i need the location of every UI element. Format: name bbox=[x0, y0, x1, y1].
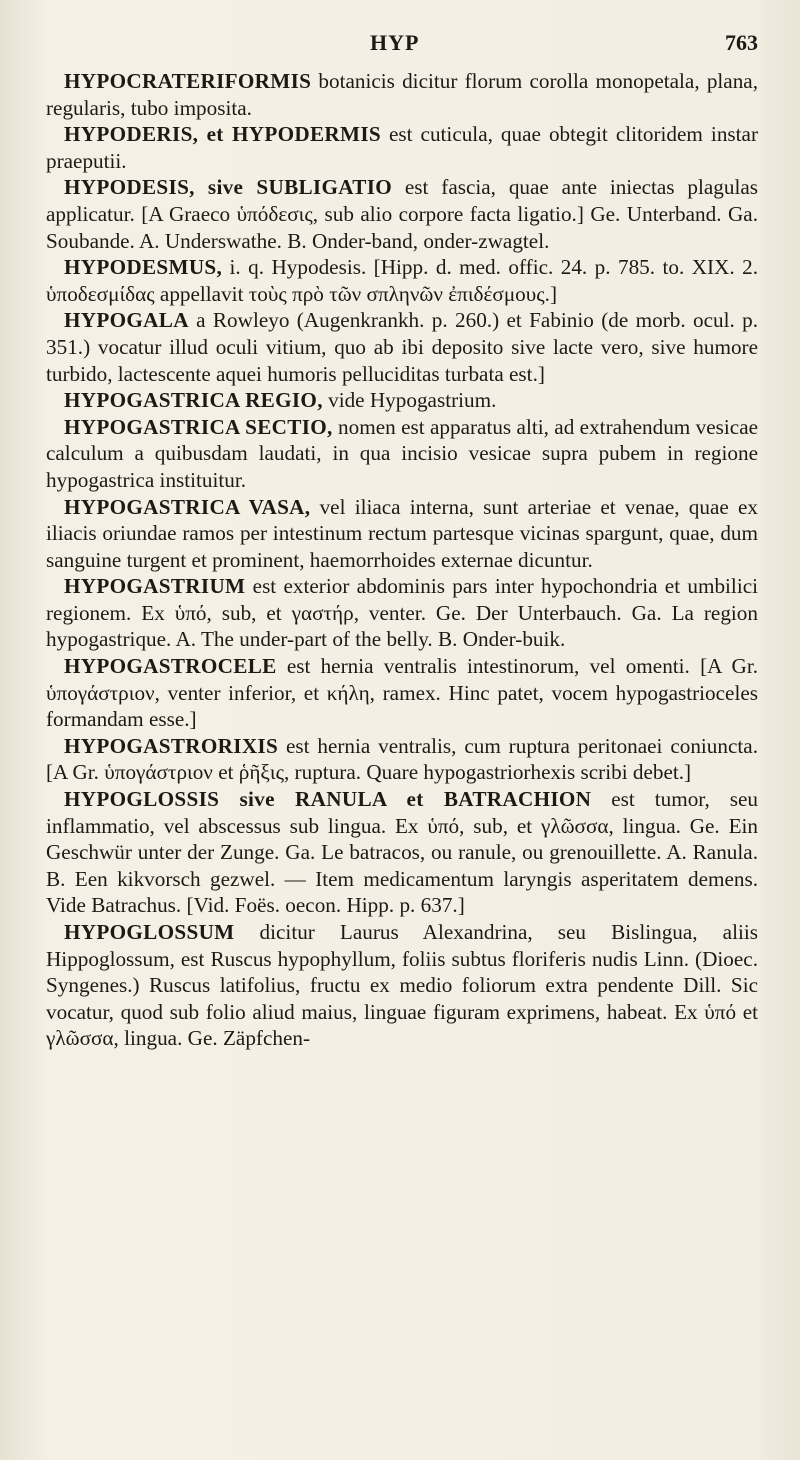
entry-text: vide Hypogastrium. bbox=[322, 388, 497, 413]
entry-text: est fascia, quae ante iniectas plagulas applicatur. [A Graeco ὑπόδεσις, sub alio corpore facta ligatio.] Ge. Unterband. Ga. Soubande. A. Underswathe. B. Onder-band, onder-zwagtel. bbox=[46, 175, 758, 253]
dictionary-entry bbox=[46, 174, 758, 254]
entry-headword: HYPODERIS, et HYPODERMIS bbox=[64, 122, 381, 147]
dictionary-entry bbox=[46, 121, 758, 174]
entry-headword: HYPOGASTRORIXIS bbox=[64, 733, 279, 758]
dictionary-entry bbox=[46, 919, 758, 1052]
dictionary-entry bbox=[46, 733, 758, 786]
entry-headword: HYPOCRATERIFORMIS bbox=[64, 69, 312, 93]
dictionary-entry bbox=[46, 254, 758, 307]
entry-headword: HYPODESMUS, bbox=[64, 255, 223, 280]
page-header bbox=[52, 18, 758, 62]
dictionary-entry bbox=[46, 414, 758, 494]
running-head: HYP bbox=[370, 30, 420, 55]
entry-text: est exterior abdominis pars inter hypochondria et umbilici regionem. Ex ὑπό, sub, et γαστήρ, venter. Ge. Der Unterbauch. Ga. La region hypogastrique. A. The under-part of the belly. B. Onder-buik. bbox=[46, 574, 758, 652]
entry-headword: HYPOGASTRICA VASA, bbox=[64, 494, 311, 519]
entry-headword: HYPOGASTROCELE bbox=[64, 654, 277, 679]
entry-text: nomen est apparatus alti, ad extrahendum vesicae calculum a quibusdam laudati, in qua incisio vesicae supra pubem in regione hypogastrica instituitur. bbox=[46, 414, 759, 492]
entry-text: a Rowleyo (Augenkrankh. p. 260.) et Fabinio (de morb. ocul. p. 351.) vocatur illud oculi vitium, quo ab ibi deposito sive lacte vero, sive humore turbido, lactescente aquei humoris pelluciditas turbata est.] bbox=[46, 308, 758, 386]
dictionary-entry bbox=[46, 307, 758, 387]
entry-text: i. q. Hypodesis. [Hipp. d. med. offic. 24. p. 785. to. XIX. 2. ὑποδεσμίδας appellavit τοὺς πρὸ τῶν σπληνῶν ἐπιδέσμους.] bbox=[46, 255, 758, 306]
entry-headword: HYPOGLOSSIS sive RANULA et BATRACHION bbox=[64, 787, 592, 812]
entry-text: est tumor, seu inflammatio, vel abscessus sub lingua. Ex ὑπό, sub, et γλῶσσα, lingua. Ge. Ein Geschwür unter der Zunge. Ga. Le batracos, ou ranule, ou grenouillette. A. Ranula. B. Een kikvorsch gezwel. — Item medicamentum laryngis asperitatem demens. Vide Batrachus. [Vid. Foës. oecon. Hipp. p. 637.] bbox=[46, 787, 758, 918]
dictionary-entry bbox=[46, 786, 758, 919]
entry-headword: HYPOGASTRICA REGIO, bbox=[64, 388, 323, 413]
page-number: 763 bbox=[725, 30, 758, 55]
entry-text: est hernia ventralis, cum ruptura peritonaei coniuncta. [A Gr. ὑπογάστριον et ῥῆξις, ruptura. Quare hypogastriorhexis scribi debet.] bbox=[46, 733, 758, 785]
entry-headword: HYPOGASTRIUM bbox=[64, 574, 246, 599]
entry-headword: HYPOGLOSSUM bbox=[64, 920, 235, 944]
dictionary-entry bbox=[46, 494, 758, 574]
entry-headword: HYPOGALA bbox=[64, 308, 189, 333]
entry-text: est cuticula, quae obtegit clitoridem instar praeputii. bbox=[46, 122, 758, 173]
dictionary-entry bbox=[46, 653, 758, 733]
entry-text: vel iliaca interna, sunt arteriae et venae, quae ex iliacis oriundae ramos per intestinum rectum partesque vicinas spargunt, quae, dum sanguine turgent et prominent, haemorrhoides externae dicuntur. bbox=[46, 494, 758, 572]
dictionary-entry bbox=[46, 387, 758, 414]
entry-headword: HYPODESIS, sive SUBLIGATIO bbox=[64, 175, 393, 200]
entry-text: botanicis dicitur florum corolla monopetala, plana, regularis, tubo imposita. bbox=[46, 69, 758, 120]
entry-text: est hernia ventralis intestinorum, vel omenti. [A Gr. ὑπογάστριον, venter inferior, et κήλη, ramex. Hinc patet, vocem hypogastrioceles formandam esse.] bbox=[46, 654, 758, 732]
dictionary-body bbox=[46, 68, 758, 1052]
entry-headword: HYPOGASTRICA SECTIO, bbox=[64, 414, 333, 439]
dictionary-entry bbox=[46, 573, 758, 653]
entry-text: dicitur Laurus Alexandrina, seu Bislingua, aliis Hippoglossum, est Ruscus hypophyllum, foliis subtus floriferis nudis Linn. (Dioec. Syngenes.) Ruscus latifolius, fructu ex medio foliorum extra pendente Dill. Sic vocatur, quod sub folio aliud maius, linguae figuram exprimens, habeat. Ex ὑπό et γλῶσσα, lingua. Ge. Zäpfchen- bbox=[46, 920, 758, 1051]
dictionary-entry bbox=[46, 68, 758, 121]
